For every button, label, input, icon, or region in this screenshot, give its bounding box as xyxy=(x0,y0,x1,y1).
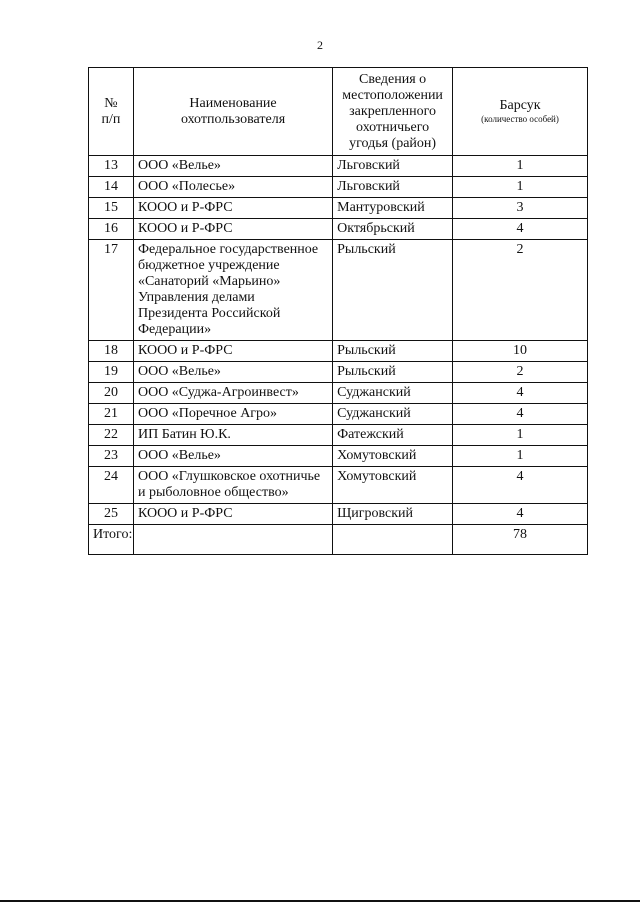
row-count: 1 xyxy=(453,446,588,467)
row-num: 18 xyxy=(89,341,134,362)
row-count: 2 xyxy=(453,240,588,341)
row-num: 17 xyxy=(89,240,134,341)
row-num: 22 xyxy=(89,425,134,446)
table-row xyxy=(89,341,588,362)
row-name: КООО и Р-ФРС xyxy=(133,341,332,362)
header-num-text: № п/п xyxy=(101,95,121,127)
row-count: 4 xyxy=(453,219,588,240)
row-name: КООО и Р-ФРС xyxy=(133,219,332,240)
total-empty-area xyxy=(333,525,453,555)
page-number: 2 xyxy=(317,38,323,52)
table-row xyxy=(89,383,588,404)
table-row xyxy=(89,156,588,177)
table-body xyxy=(89,156,588,525)
row-num: 20 xyxy=(89,383,134,404)
row-count: 1 xyxy=(453,156,588,177)
row-num: 24 xyxy=(89,467,134,504)
table-row xyxy=(89,177,588,198)
row-area: Льговский xyxy=(333,156,453,177)
table-row xyxy=(89,198,588,219)
row-area: Хомутовский xyxy=(333,467,453,504)
total-label: Итого: xyxy=(89,525,134,555)
table-row xyxy=(89,467,588,504)
row-area: Рыльский xyxy=(333,240,453,341)
header-count-subtitle: (количество особей) xyxy=(481,114,559,124)
row-num: 19 xyxy=(89,362,134,383)
table-row xyxy=(89,404,588,425)
row-num: 23 xyxy=(89,446,134,467)
row-name: ООО «Поречное Агро» xyxy=(133,404,332,425)
row-area: Фатежский xyxy=(333,425,453,446)
row-num: 16 xyxy=(89,219,134,240)
row-name: ООО «Велье» xyxy=(133,446,332,467)
row-num: 21 xyxy=(89,404,134,425)
table-row xyxy=(89,240,588,341)
row-count: 2 xyxy=(453,362,588,383)
quota-table xyxy=(88,67,588,555)
row-count: 4 xyxy=(453,504,588,525)
row-area: Мантуровский xyxy=(333,198,453,219)
row-area: Рыльский xyxy=(333,341,453,362)
row-count: 1 xyxy=(453,177,588,198)
table-row xyxy=(89,446,588,467)
row-area: Суджанский xyxy=(333,404,453,425)
row-name: ООО «Полесье» xyxy=(133,177,332,198)
row-area: Щигровский xyxy=(333,504,453,525)
table-header-row xyxy=(89,68,588,156)
row-name: ООО «Глушковское охотничье и рыболовное общество» xyxy=(133,467,332,504)
table-row xyxy=(89,425,588,446)
row-area: Суджанский xyxy=(333,383,453,404)
header-count-title: Барсук xyxy=(499,98,541,113)
row-area: Рыльский xyxy=(333,362,453,383)
row-count: 4 xyxy=(453,467,588,504)
header-name xyxy=(133,68,332,156)
row-num: 14 xyxy=(89,177,134,198)
row-count: 4 xyxy=(453,383,588,404)
table-row xyxy=(89,504,588,525)
row-name: ООО «Суджа-Агроинвест» xyxy=(133,383,332,404)
header-num xyxy=(89,68,134,156)
row-name: ООО «Велье» xyxy=(133,156,332,177)
row-count: 3 xyxy=(453,198,588,219)
row-area: Льговский xyxy=(333,177,453,198)
row-name: ООО «Велье» xyxy=(133,362,332,383)
header-area-text: Сведения о местоположении закрепленного охотничьего угодья (район) xyxy=(342,71,443,151)
row-name: ИП Батин Ю.К. xyxy=(133,425,332,446)
row-count: 1 xyxy=(453,425,588,446)
header-area xyxy=(333,68,453,156)
total-empty-name xyxy=(133,525,332,555)
row-num: 13 xyxy=(89,156,134,177)
row-count: 10 xyxy=(453,341,588,362)
row-area: Хомутовский xyxy=(333,446,453,467)
row-name: КООО и Р-ФРС xyxy=(133,504,332,525)
header-name-text: Наименование охотпользователя xyxy=(180,95,286,127)
total-row xyxy=(89,525,588,555)
header-count xyxy=(453,68,588,156)
page-bottom-border xyxy=(0,900,640,902)
row-num: 25 xyxy=(89,504,134,525)
row-name: КООО и Р-ФРС xyxy=(133,198,332,219)
row-count: 4 xyxy=(453,404,588,425)
row-name: Федеральное государственное бюджетное учреждение «Санаторий «Марьино» Управления делами Президента Российской Федерации» xyxy=(133,240,332,341)
table-row xyxy=(89,219,588,240)
row-area: Октябрьский xyxy=(333,219,453,240)
row-num: 15 xyxy=(89,198,134,219)
table-row xyxy=(89,362,588,383)
total-count: 78 xyxy=(453,525,588,555)
